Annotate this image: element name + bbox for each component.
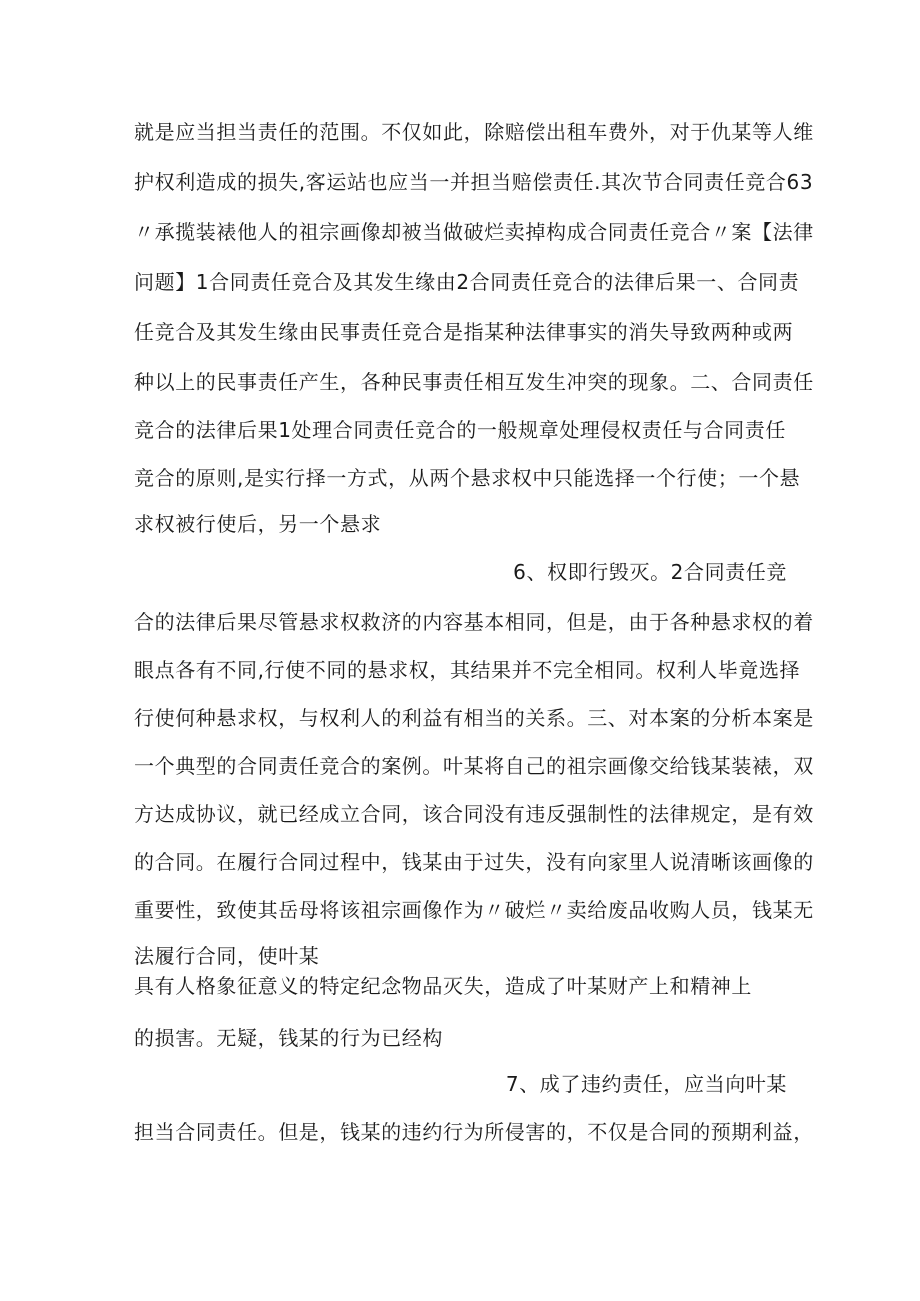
paragraph-line: 竞合的法律后果1处理合同责任竞合的一般规章处理侵权责任与合同责任 (134, 418, 786, 442)
paragraph-line: 担当合同责任。但是，钱某的违约行为所侵害的，不仅是合同的预期利益， (134, 1120, 814, 1144)
paragraph-line: 种以上的民事责任产生，各种民事责任相互发生冲突的现象。二、合同责任 (134, 370, 814, 394)
paragraph-line: 眼点各有不同,行使不同的悬求权，其结果并不完全相同。权利人毕竟选择 (134, 658, 801, 682)
paragraph-line: 任竞合及其发生缘由民事责任竞合是指某种法律事实的消失导致两种或两 (134, 320, 794, 344)
paragraph-line: 问题】1合同责任竞合及其发生缘由2合同责任竞合的法律后果一、合同责 (134, 270, 800, 294)
paragraph-line: 〃承揽装裱他人的祖宗画像却被当做破烂卖掉构成合同责任竞合〃案【法律 (134, 220, 814, 244)
paragraph-line: 方达成协议，就已经成立合同，该合同没有违反强制性的法律规定，是有效 (134, 802, 814, 826)
paragraph-line: 就是应当担当责任的范围。不仅如此，除赔偿出租车费外，对于仇某等人维 (134, 120, 814, 144)
paragraph-line: 一个典型的合同责任竞合的案例。叶某将自己的祖宗画像交给钱某装裱，双 (134, 754, 814, 778)
paragraph-line: 行使何种悬求权，与权利人的利益有相当的关系。三、对本案的分析本案是 (134, 706, 814, 730)
paragraph-line: 重要性，致使其岳母将该祖宗画像作为〃破烂〃卖给废品收购人员，钱某无 (134, 898, 814, 922)
paragraph-line: 的损害。无疑，钱某的行为已经构 (134, 1026, 443, 1050)
paragraph-line: 法履行合同，使叶某 (134, 944, 320, 968)
paragraph-line-right-aligned: 6、权即行毁灭。2合同责任竞 (513, 560, 787, 584)
paragraph-line: 的合同。在履行合同过程中，钱某由于过失，没有向家里人说清晰该画像的 (134, 850, 814, 874)
paragraph-line-right-aligned: 7、成了违约责任，应当向叶某 (505, 1072, 787, 1096)
paragraph-line: 竞合的原则,是实行择一方式，从两个悬求权中只能选择一个行使；一个悬 (134, 466, 801, 490)
paragraph-line: 合的法律后果尽管悬求权救济的内容基本相同，但是，由于各种悬求权的着 (134, 610, 814, 634)
paragraph-line: 具有人格象征意义的特定纪念物品灭失，造成了叶某财产上和精神上 (134, 974, 752, 998)
paragraph-line: 护权利造成的损失,客运站也应当一并担当赔偿责任.其次节合同责任竞合63 (134, 170, 814, 194)
paragraph-line: 求权被行使后，另一个悬求 (134, 512, 382, 536)
